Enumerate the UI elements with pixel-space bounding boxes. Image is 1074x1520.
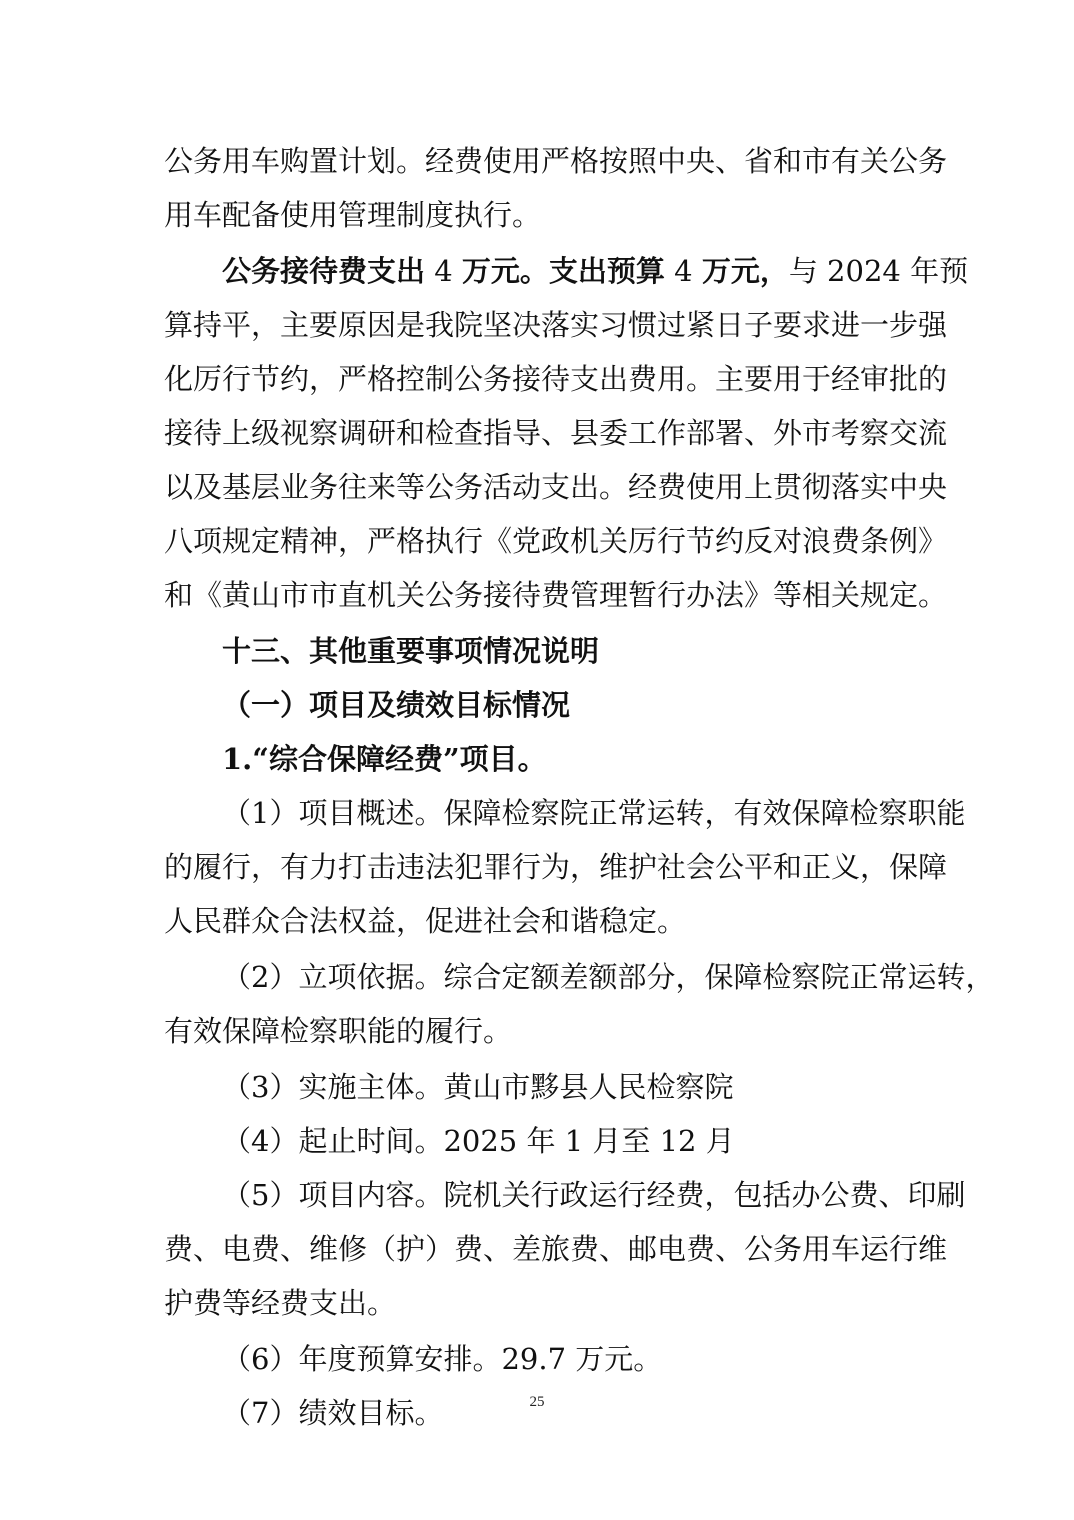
paragraph-line [164, 244, 969, 298]
paragraph-line: 公务用车购置计划。经费使用严格按照中央、省和市有关公务 [164, 144, 948, 178]
paragraph-line: 护费等经费支出。 [164, 1286, 397, 1320]
page-number: 25 [529, 1394, 545, 1410]
bold-lead: 万元。支出预算 [461, 254, 665, 288]
paragraph-line: 以及基层业务往来等公务活动支出。经费使用上贯彻落实中央 [164, 470, 948, 504]
section-heading: 十三、其他重要事项情况说明 [222, 634, 600, 668]
paragraph-line: （5）项目内容。院机关行政运行经费，包括办公费、印刷 [222, 1178, 966, 1212]
paragraph-line: （3）实施主体。黄山市黟县人民检察院 [222, 1070, 734, 1104]
paragraph-line: （4）起止时间。2025 年 1 月至 12 月 [222, 1124, 735, 1158]
paragraph-line: 化厉行节约，严格控制公务接待支出费用。主要用于经审批的 [164, 362, 948, 396]
subsection-heading: （一）项目及绩效目标情况 [222, 688, 571, 722]
paragraph-line: 有效保障检察职能的履行。 [164, 1014, 513, 1048]
page-body [164, 134, 995, 1440]
paragraph-line: （1）项目概述。保障检察院正常运转，有效保障检察职能 [222, 796, 966, 830]
bold-lead: 万元， [701, 254, 789, 288]
paragraph-line: （2）立项依据。综合定额差额部分，保障检察院正常运转， [222, 960, 995, 994]
paragraph-text: 与 2024 年预 [788, 254, 969, 288]
paragraph-line: 和《黄山市市直机关公务接待费管理暂行办法》等相关规定。 [164, 578, 948, 612]
paragraph-line: 八项规定精神，严格执行《党政机关厉行节约反对浪费条例》 [164, 524, 948, 558]
project-heading: 1.“综合保障经费”项目。 [222, 742, 547, 776]
paragraph-line: （6）年度预算安排。29.7 万元。 [222, 1342, 663, 1376]
paragraph-line: 费、电费、维修（护）费、差旅费、邮电费、公务用车运行维 [164, 1232, 948, 1266]
amount-text: 4 [425, 254, 462, 288]
paragraph-line: 人民群众合法权益，促进社会和谐稳定。 [164, 904, 687, 938]
bold-lead: 公务接待费支出 [222, 254, 426, 288]
paragraph-line: 用车配备使用管理制度执行。 [164, 198, 542, 232]
paragraph-line: 的履行，有力打击违法犯罪行为，维护社会公平和正义，保障 [164, 850, 948, 884]
paragraph-line: 算持平，主要原因是我院坚决落实习惯过紧日子要求进一步强 [164, 308, 948, 342]
paragraph-line: （7）绩效目标。 [222, 1396, 444, 1430]
amount-text: 4 [664, 254, 702, 288]
paragraph-line: 接待上级视察调研和检查指导、县委工作部署、外市考察交流 [164, 416, 948, 450]
